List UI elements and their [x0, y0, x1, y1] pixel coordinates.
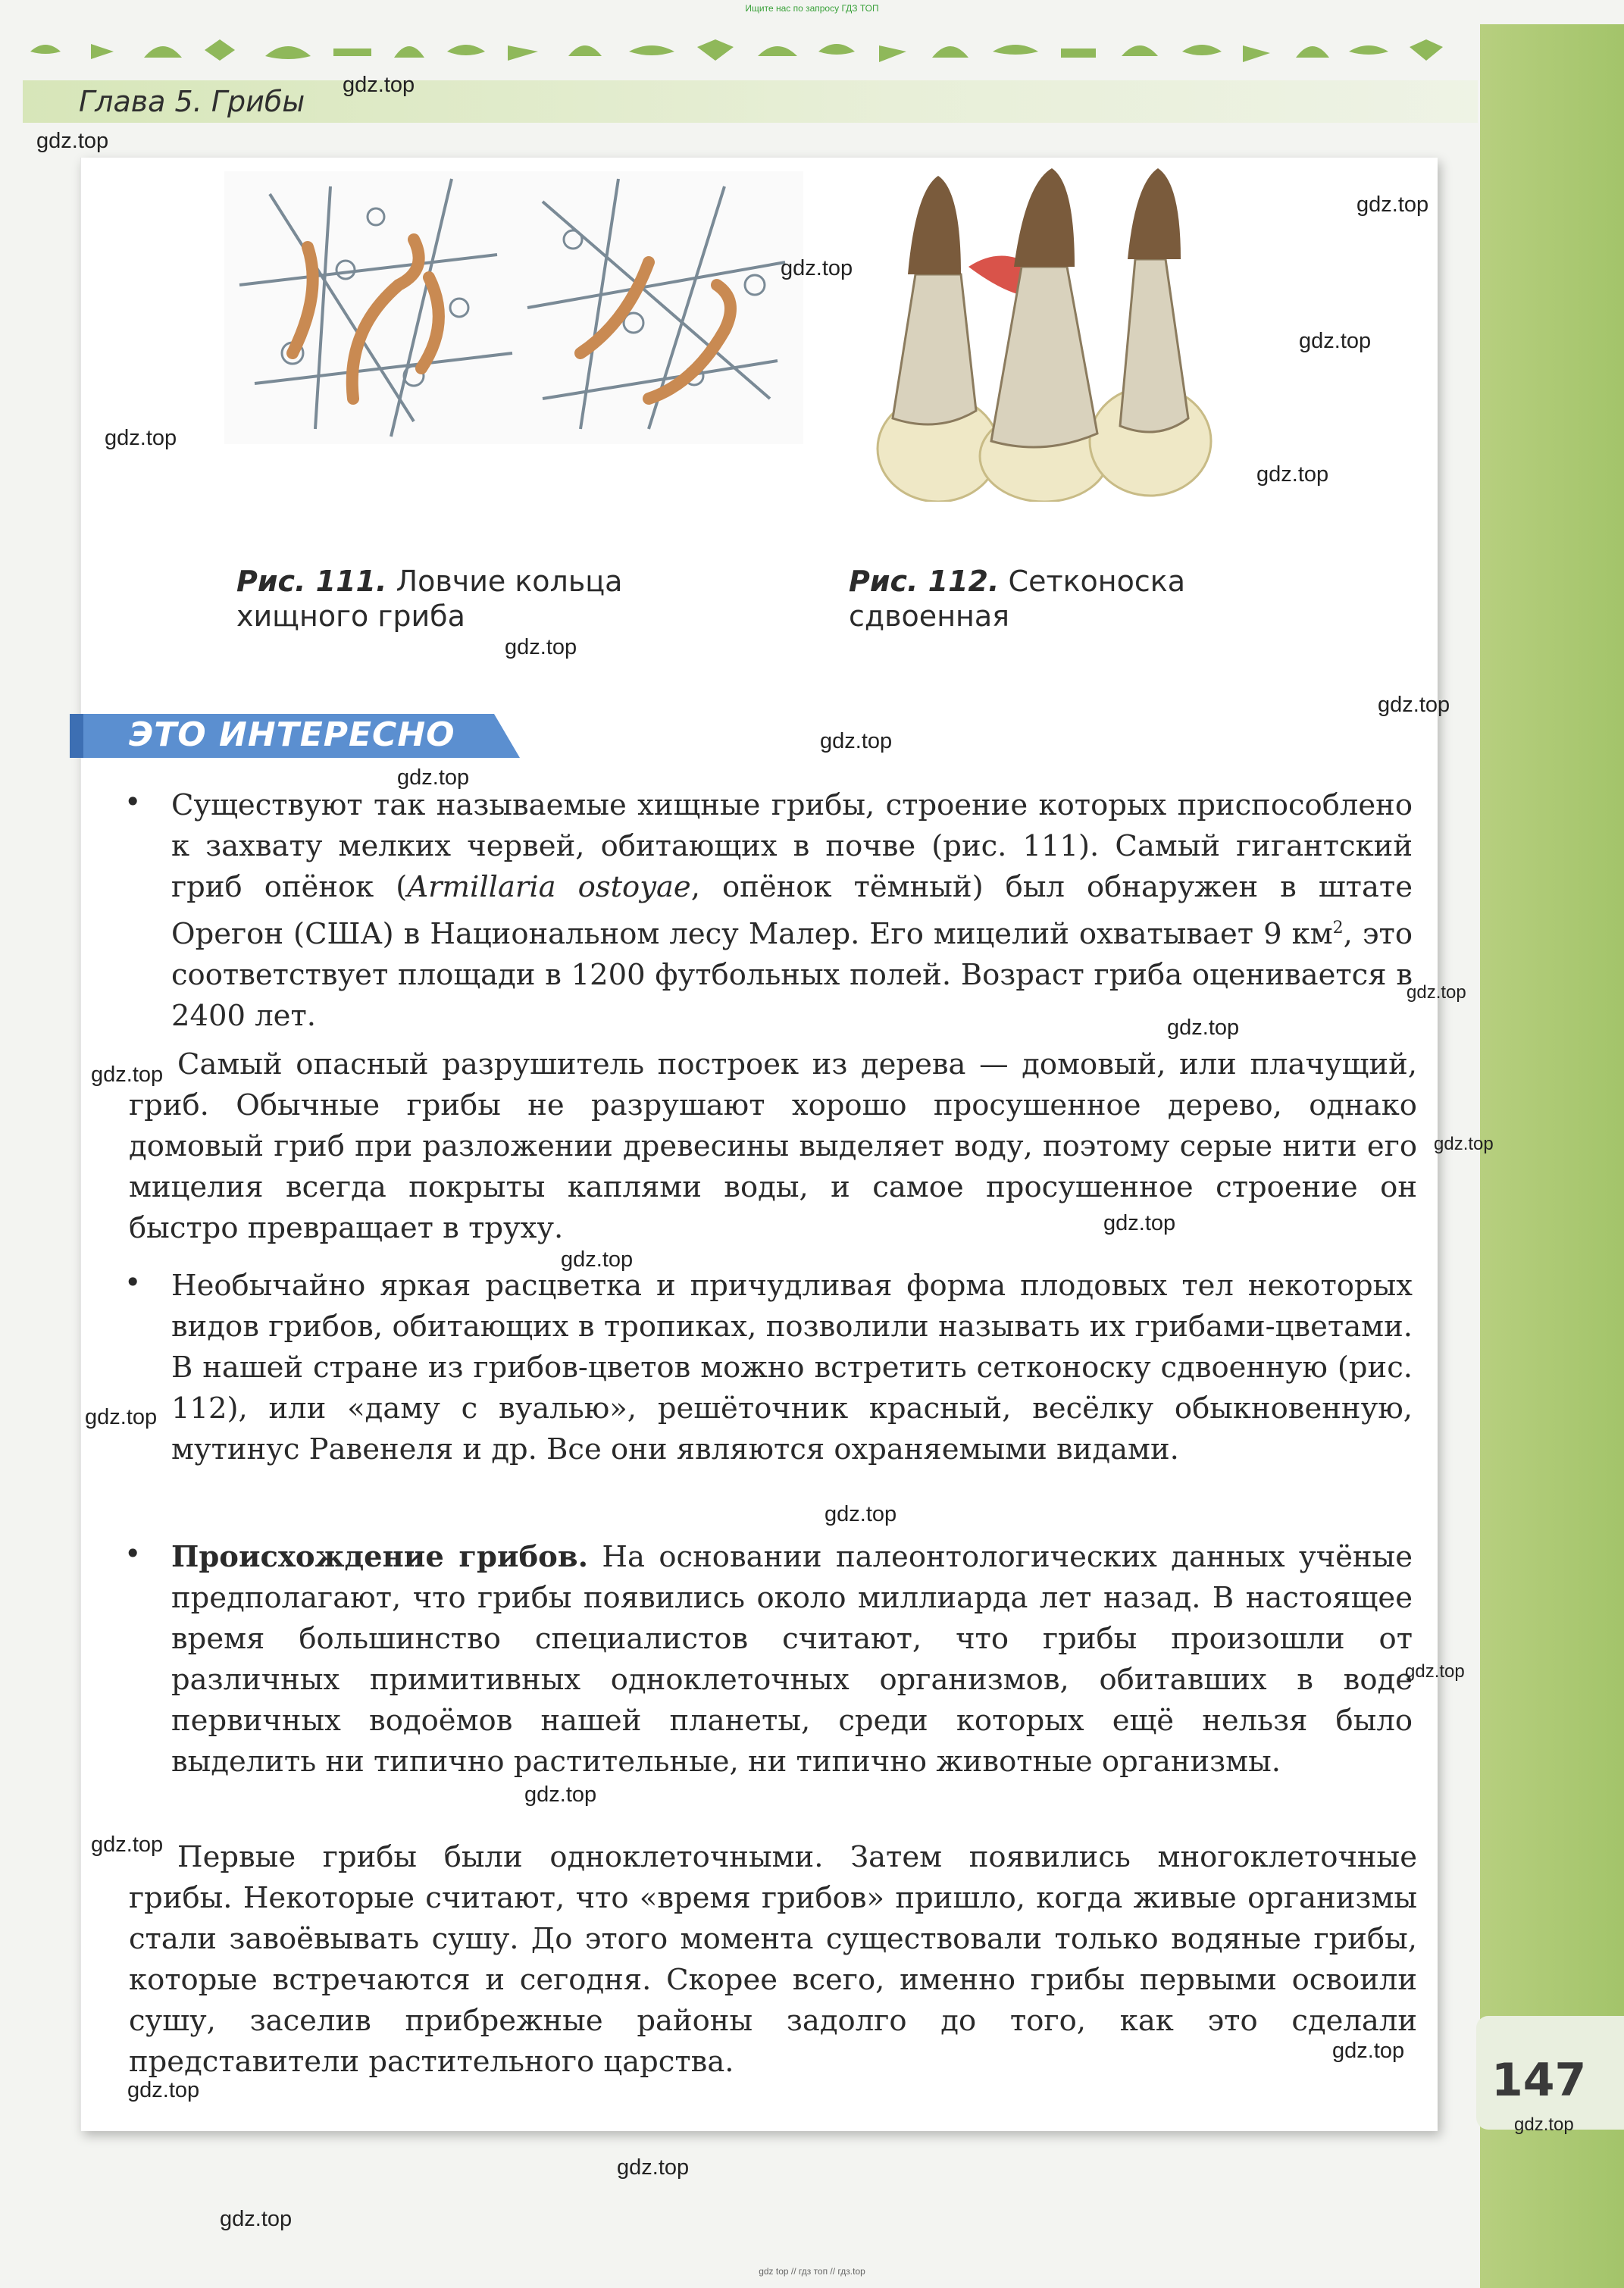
figure-112-caption-line1: Сетконоска	[1008, 565, 1186, 598]
watermark: gdz.top	[105, 426, 177, 450]
side-green-bar	[1480, 24, 1624, 2288]
figure-111-caption	[236, 564, 622, 634]
watermark: gdz.top	[1514, 2114, 1574, 2135]
chapter-title: Глава 5. Грибы	[79, 85, 305, 118]
watermark: gdz.top	[127, 2078, 200, 2102]
bullet-2-marker: •	[124, 1266, 142, 1299]
paragraph-fungi-origin	[171, 1537, 1413, 1783]
latin-name: Armillaria ostoyae	[407, 870, 691, 904]
watermark: gdz.top	[343, 73, 415, 97]
watermark: gdz.top	[91, 1833, 164, 1857]
superscript-2: 2	[1332, 919, 1344, 937]
section-badge-title: ЭТО ИНТЕРЕСНО	[129, 715, 455, 754]
watermark: gdz.top	[505, 635, 577, 659]
watermark: gdz.top	[1405, 1661, 1465, 1682]
watermark: gdz.top	[1434, 1134, 1494, 1154]
watermark: gdz.top	[220, 2207, 293, 2231]
figure-112-veiled-stinkhorn-illustration	[862, 161, 1241, 502]
figure-112-caption	[849, 564, 1185, 634]
watermark: gdz.top	[1256, 462, 1329, 487]
paragraph-1-part-b: , опёнок тёмный) был обнаружен в штате Орегон (США) в Национальном лесу Малер. Его мицелий охватывает 9 км	[171, 870, 1413, 951]
figure-111-number: Рис. 111.	[236, 565, 387, 598]
figure-111-caption-line2: хищного гриба	[236, 599, 465, 633]
fungi-origin-heading: Происхождение грибов.	[171, 1540, 589, 1574]
watermark: gdz.top	[524, 1783, 597, 1807]
animal-decor-strip	[23, 29, 1478, 68]
bullet-3-marker: •	[124, 1537, 142, 1570]
watermark: gdz.top	[825, 1502, 897, 1526]
watermark: gdz.top	[85, 1405, 158, 1429]
paragraph-flower-fungi: Необычайно яркая расцветка и причудливая форма плодовых тел некоторых видов грибов, обитающих в тропиках, позволили называть их грибами-цветами. В нашей стране из грибов-цветов можно встретить сетконоску сдвоенную (рис. 112), или «даму с вуалью», решёточник красный, весёлку обыкновенную, мутинус Равенеля и др. Все они являются охраняемыми видами.	[171, 1269, 1413, 1466]
watermark: gdz.top	[781, 256, 853, 280]
paragraph-dry-rot-fungus: Самый опасный разрушитель построек из дерева — домовый, или плачущий, гриб. Обычные грибы не разрушают хорошо просушенное дерево, однако домовый гриб при разложении древесины выделяет воду, поэтому серые нити его мицелия всегда покрыты каплями воды, и самое просушенное строение он быстро превращает в труху.	[129, 1047, 1417, 1245]
page-number: 147	[1491, 2054, 1587, 2107]
paragraph-first-fungi: Первые грибы были одноклеточными. Затем появились многоклеточные грибы. Некоторые считают, что «время грибов» пришло, когда живые организмы стали завоёвывать сушу. До этого момента существовали только водяные грибы, которые встречаются и сегодня. Скорее всего, именно грибы первыми освоили сушу, заселив прибрежные районы задолго до того, как это сделали представители растительного царства.	[129, 1840, 1417, 2079]
watermark: gdz.top	[1299, 329, 1372, 353]
watermark: gdz.top	[561, 1247, 634, 1272]
paragraph-1-part-c: , это соответствует площади в 1200 футбольных полей. Возраст гриба оценивается в 2400 лет.	[171, 916, 1413, 1033]
watermark: gdz.top	[1103, 1211, 1176, 1235]
watermark: gdz.top	[36, 129, 109, 153]
figure-112-number: Рис. 112.	[849, 565, 1000, 598]
paragraph-1-part-a: Существуют так называемые хищные грибы, строение которых приспособлено к захвату мелких червей, обитающих в почве (рис. 111). Самый гигантский гриб опёнок (	[171, 788, 1413, 904]
watermark: gdz.top	[1378, 693, 1450, 717]
bottom-note: gdz top // гдз топ // гдз.top	[759, 2266, 865, 2277]
figure-111-caption-line1: Ловчие кольца	[396, 565, 623, 598]
figure-112-caption-line2: сдвоенная	[849, 599, 1010, 633]
watermark: gdz.top	[1407, 982, 1466, 1003]
watermark: gdz.top	[820, 729, 893, 753]
paragraph-giant-fungus	[171, 785, 1413, 1037]
bullet-1-marker: •	[124, 785, 142, 818]
top-banner: Ищите нас по запросу ГДЗ ТОП	[745, 3, 879, 14]
figure-111-trapping-rings-illustration	[224, 171, 803, 444]
watermark: gdz.top	[1356, 192, 1429, 217]
watermark: gdz.top	[91, 1063, 164, 1087]
watermark: gdz.top	[1332, 2039, 1405, 2063]
fungi-origin-text: На основании палеонтологических данных учёные предполагают, что грибы появились около миллиарда лет назад. В настоящее время большинство специалистов считают, что грибы произошли от различных примитивных одноклеточных организмов, обитавших в воде первичных водоёмов нашей планеты, среди которых ещё нельзя было выделить ни типично растительные, ни типично животные организмы.	[171, 1540, 1413, 1779]
watermark: gdz.top	[397, 765, 470, 790]
watermark: gdz.top	[617, 2155, 690, 2180]
watermark: gdz.top	[1167, 1016, 1240, 1040]
